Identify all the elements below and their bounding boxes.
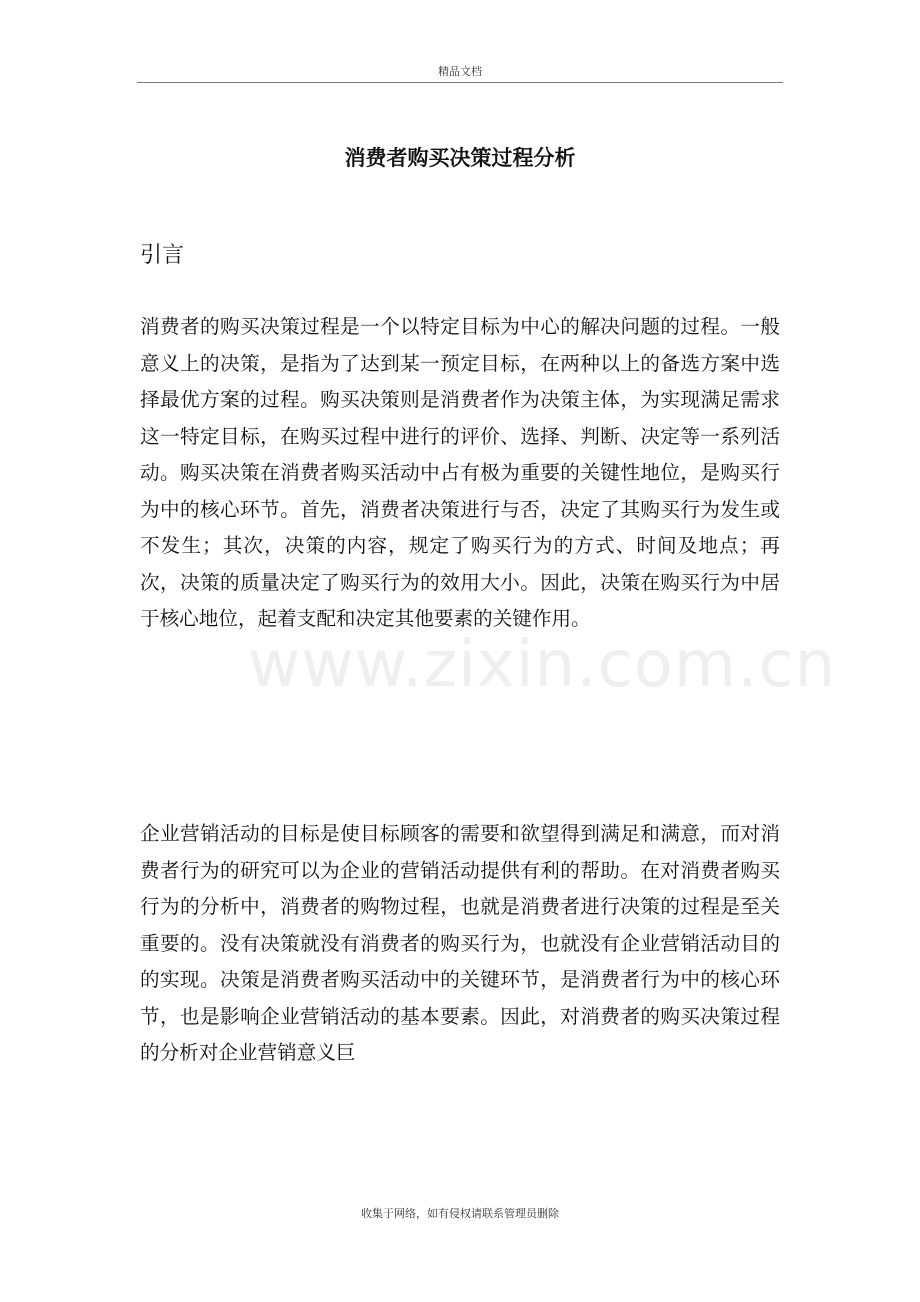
page-header: 精品文档	[137, 62, 783, 83]
body-paragraph: 企业营销活动的目标是使目标顾客的需要和欲望得到满足和满意，而对消费者行为的研究可以为企业的营销活动提供有利的帮助。在对消费者购买行为的分析中，消费者的购物过程，也就是消费者进行决策的过程是至关重要的。没有决策就没有消费者的购买行为，也就没有企业营销活动目的的实现。决策是消费者购买活动中的关键环节，是消费者行为中的核心环节，也是影响企业营销活动的基本要素。因此，对消费者的购买决策过程的分析对企业营销意义巨	[140, 822, 780, 1064]
watermark: www.zixin.com.cn	[248, 628, 837, 702]
body-paragraph: 消费者的购买决策过程是一个以特定目标为中心的解决问题的过程。一般意义上的决策，是指为了达到某一预定目标，在两种以上的备选方案中选择最优方案的过程。购买决策则是消费者作为决策主体，为实现满足需求这一特定目标，在购买过程中进行的评价、选择、判断、决定等一系列活动。购买决策在消费者购买活动中占有极为重要的关键性地位，是购买行为中的核心环节。首先，消费者决策进行与否，决定了其购买行为发生或不发生；其次，决策的内容，规定了购买行为的方式、时间及地点；再次，决策的质量决定了购买行为的效用大小。因此，决策在购买行为中居于核心地位，起着支配和决定其他要素的关键作用。	[140, 315, 780, 630]
page-footer: 收集于网络，如有侵权请联系管理员删除	[361, 1207, 559, 1220]
section-heading-introduction: 引言	[140, 243, 185, 268]
document-title: 消费者购买决策过程分析	[344, 146, 576, 170]
